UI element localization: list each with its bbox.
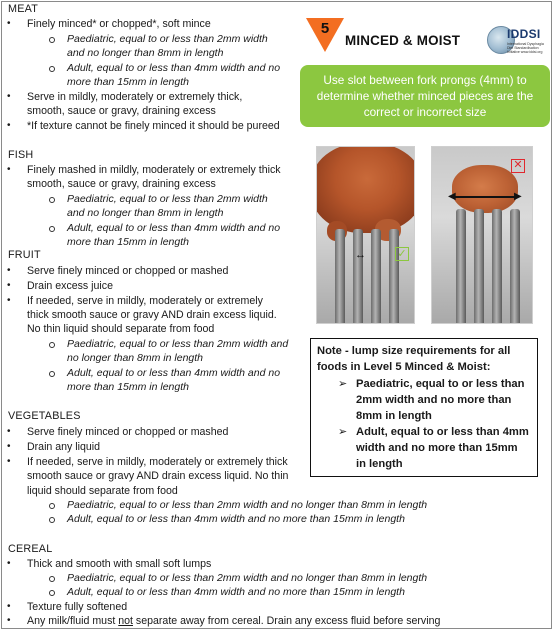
sub-bullet-item: Paediatric, equal to or less than 2mm width and no longer than 8mm in length (67, 498, 427, 513)
bullet-item: • *If texture cannot be finely minced it should be pureed (7, 120, 280, 132)
instruction-line: Use slot between fork prongs (4mm) to (323, 73, 527, 87)
sub-bullet-item: Paediatric, equal to or less than 2mm width and no longer than 8mm in length (67, 571, 427, 586)
sub-bullet-item: Adult, equal to or less than 4mm width and no (67, 221, 280, 236)
check-icon: ✓ (395, 247, 409, 261)
sub-bullet-item: Paediatric, equal to or less than 2mm width (67, 192, 268, 207)
photo-correct-size (316, 146, 415, 324)
section-heading-meat: MEAT (8, 3, 38, 15)
sub-bullet-item: Adult, equal to or less than 4mm width and no (67, 366, 280, 381)
section-heading-vegetables: VEGETABLES (8, 410, 81, 422)
sub-bullet-continuation: more than 15mm in length (67, 76, 189, 88)
section-heading-cereal: CEREAL (8, 543, 53, 555)
section-heading-fish: FISH (8, 149, 34, 161)
fork-prong (335, 229, 345, 324)
arrow-right-icon: ▶ (514, 191, 522, 202)
bullet-item: • Drain any liquid (7, 441, 101, 453)
level-number: 5 (320, 20, 330, 37)
note-heading-line: Note - lump size requirements for all (317, 345, 511, 357)
note-heading-line: foods in Level 5 Minced & Moist: (317, 361, 491, 373)
fork-prong (353, 229, 363, 324)
fork-prong (474, 209, 484, 324)
fork-prong (371, 229, 381, 324)
fork-prong (510, 209, 520, 324)
arrow-bullet-icon: ➢ (338, 426, 348, 438)
sub-bullet-item: Adult, equal to or less than 4mm width and no more than 15mm in length (67, 585, 405, 600)
sub-bullet-continuation: more than 15mm in length (67, 236, 189, 248)
note-point-line: in length (356, 458, 403, 470)
iddsi-logo-text: IDDSI (507, 27, 541, 41)
bullet-continuation: liquid should separate from food (27, 485, 178, 497)
bullet-item: • If needed, serve in mildly, moderately or extremely (7, 295, 263, 307)
sub-bullet-continuation: and no longer than 8mm in length (67, 47, 224, 59)
iddsi-logo-subtext: International Dysphagia Diet Standardisation Initiative www.iddsi.org (507, 42, 544, 55)
sub-bullet-continuation: and no longer than 8mm in length (67, 207, 224, 219)
note-point-line: width and no more than 15mm (356, 442, 518, 454)
minced-food (452, 165, 518, 213)
photo-incorrect-size (431, 146, 533, 324)
bullet-item: • Texture fully softened (7, 601, 128, 613)
bullet-continuation: thick smooth sauce or gravy AND drain excess liquid. (27, 309, 277, 321)
arrow-left-icon: ◀ (448, 191, 456, 202)
sub-bullet-item: Adult, equal to or less than 4mm width and no (67, 61, 280, 76)
bullet-item: • Finely minced* or chopped*, soft mince (7, 18, 211, 30)
sub-bullet-item: Adult, equal to or less than 4mm width and no more than 15mm in length (67, 512, 405, 527)
double-arrow-icon: ↔ (355, 249, 366, 261)
bullet-item: • Serve in mildly, moderately or extremely thick, (7, 91, 243, 103)
note-point-line: 8mm in length (356, 410, 432, 422)
fork-prong (456, 209, 466, 324)
bullet-item: • If needed, serve in mildly, moderately or extremely thick (7, 456, 288, 468)
bullet-item: • Any milk/fluid must not separate away from cereal. Drain any excess fluid before serving (7, 615, 441, 627)
note-box (310, 338, 538, 477)
sub-bullet-continuation: no longer than 8mm in length (67, 352, 204, 364)
minced-food (316, 146, 415, 233)
fork-prong (492, 209, 502, 324)
note-point-line: Adult, equal to or less than 4mm (356, 426, 529, 438)
section-heading-fruit: FRUIT (8, 249, 41, 261)
bullet-continuation: smooth sauce or gravy AND drain excess liquid. No thin (27, 470, 289, 482)
bullet-continuation: No thin liquid should separate from food (27, 323, 215, 335)
bullet-item: • Thick and smooth with small soft lumps (7, 558, 212, 570)
bullet-item: • Serve finely minced or chopped or mashed (7, 265, 229, 277)
instruction-box (300, 65, 550, 127)
level-title: MINCED & MOIST (345, 33, 461, 48)
double-arrow-icon (452, 196, 518, 198)
fork-prong (389, 229, 399, 324)
note-point-line: Paediatric, equal to or less than (356, 378, 525, 390)
bullet-continuation: smooth, sauce or gravy, draining excess (27, 178, 216, 190)
sub-bullet-item: Paediatric, equal to or less than 2mm width (67, 32, 268, 47)
bullet-continuation: smooth, sauce or gravy, draining excess (27, 105, 216, 117)
emphasis-not: not (118, 615, 133, 627)
sub-bullet-continuation: more than 15mm in length (67, 381, 189, 393)
cross-icon: ✕ (511, 159, 525, 173)
sub-bullet-item: Paediatric, equal to or less than 2mm width and (67, 337, 288, 352)
bullet-item: • Drain excess juice (7, 280, 113, 292)
arrow-bullet-icon: ➢ (338, 378, 348, 390)
instruction-line: determine whether minced pieces are the (316, 89, 534, 104)
note-point-line: 2mm width and no more than (356, 394, 512, 406)
bullet-item: • Serve finely minced or chopped or mashed (7, 426, 229, 438)
bullet-item: • Finely mashed in mildly, moderately or extremely thick (7, 164, 281, 176)
instruction-line: correct or incorrect size (363, 105, 487, 120)
